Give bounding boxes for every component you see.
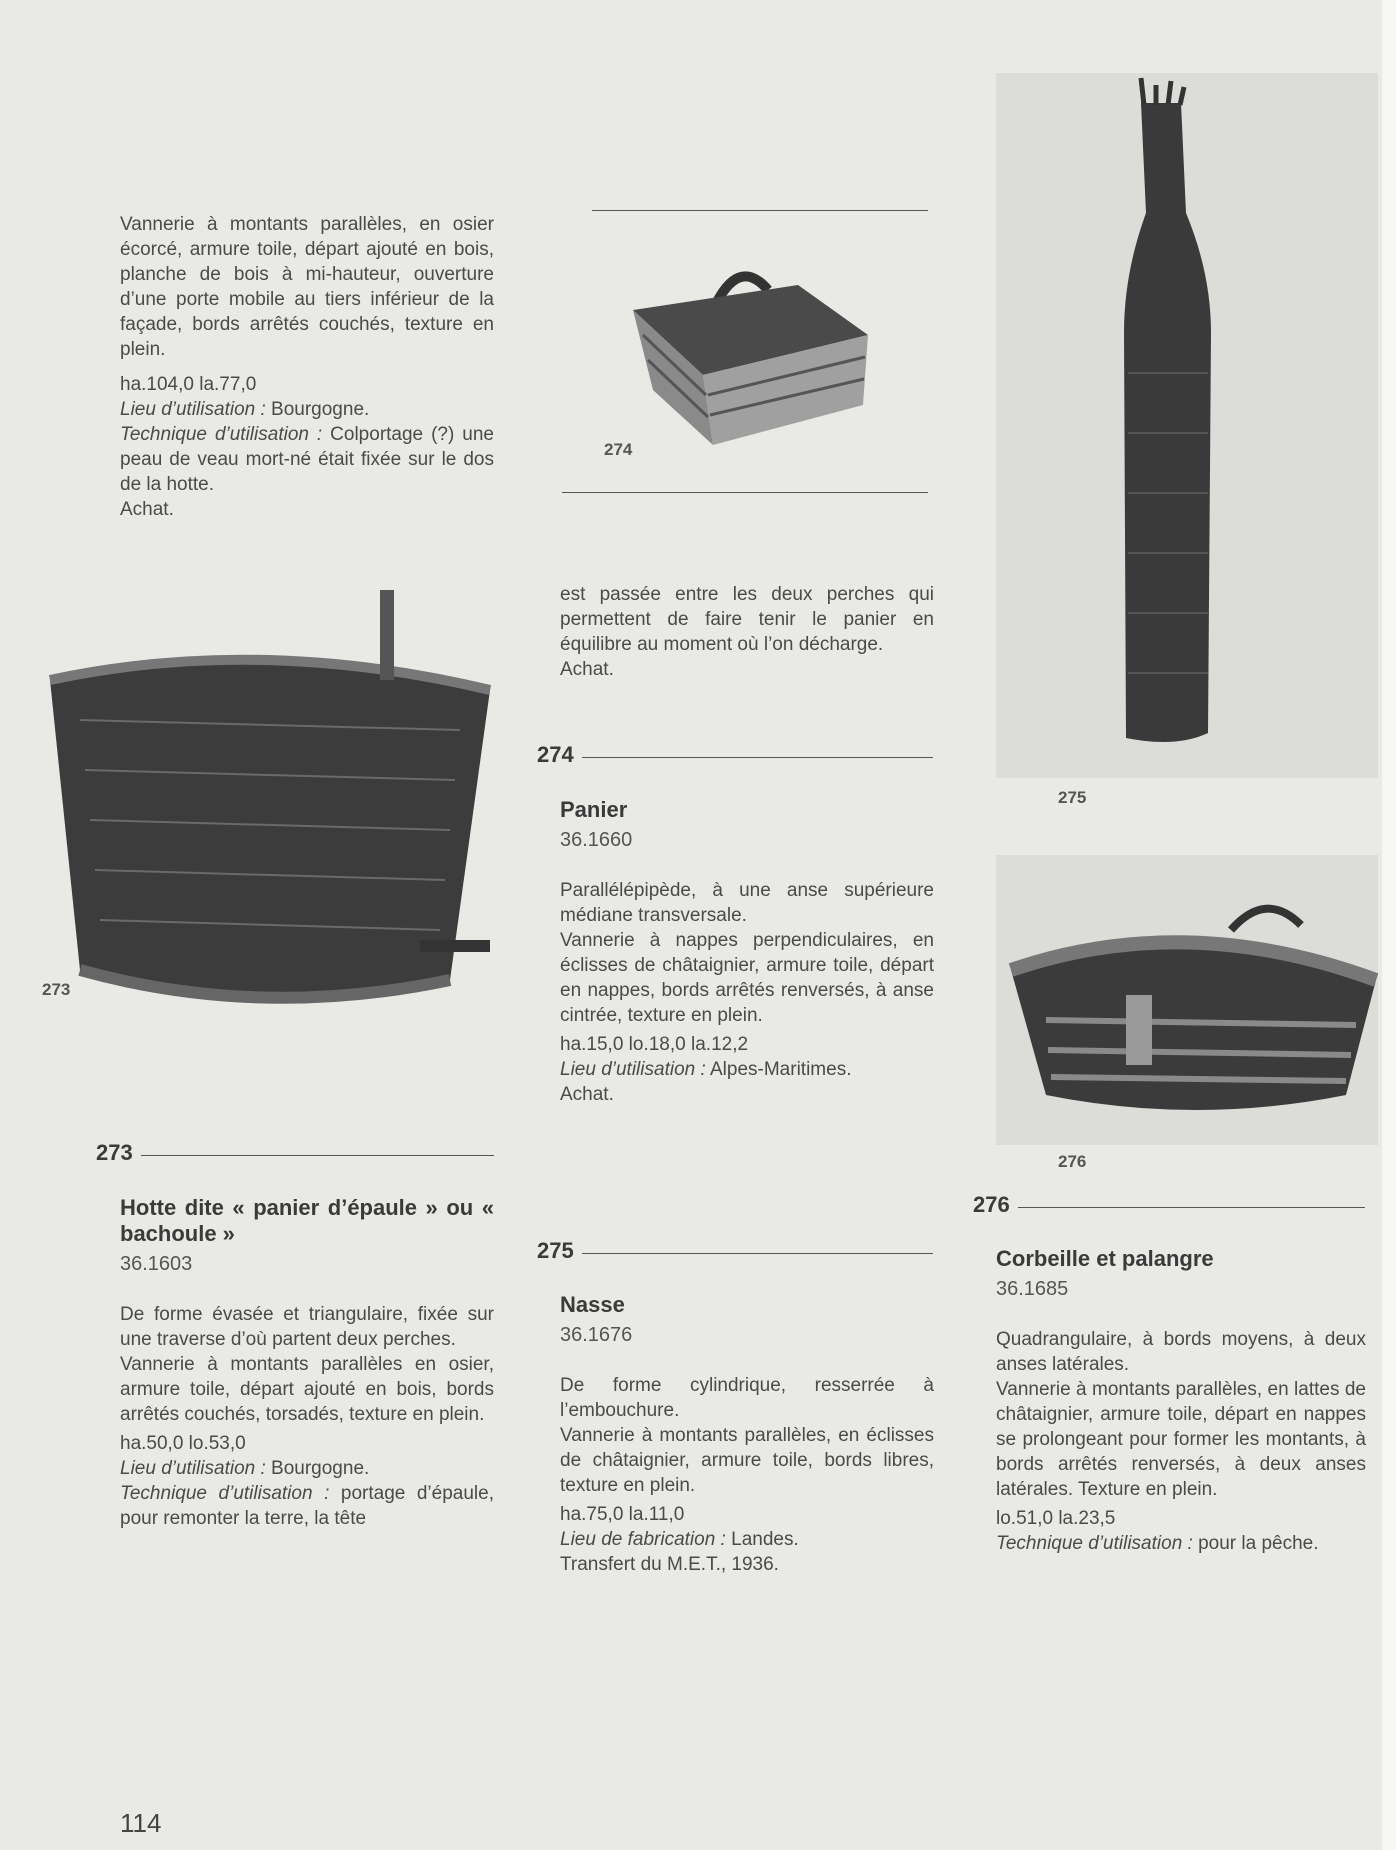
figure-label-275: 275 (1058, 788, 1087, 807)
lieu-value: Landes. (725, 1529, 799, 1550)
entry-title: Corbeille et palangre (996, 1246, 1214, 1271)
acquisition: Transfert du M.E.T., 1936. (560, 1554, 779, 1575)
dimensions: ha.75,0 la.11,0 (560, 1504, 685, 1525)
paragraph: est passée entre les deux perches qui permettent de faire tenir le panier en équilibre au moment où l’on décharge. (560, 584, 934, 655)
divider-rule (582, 1253, 933, 1254)
dimensions: ha.15,0 lo.18,0 la.12,2 (560, 1034, 749, 1055)
acquisition: Achat. (560, 1084, 614, 1105)
entry-number: 273 (96, 1140, 133, 1165)
entry-title: Hotte dite « panier d’épaule » ou « bachoule » (120, 1195, 494, 1246)
technique-line (120, 422, 494, 497)
entry-number: 274 (537, 742, 574, 767)
entry-body (120, 1302, 494, 1531)
entry-275 (560, 1292, 934, 1577)
technique-value: portage d’épaule, pour remonter la terre, la tête (120, 1483, 494, 1529)
photo-275 (996, 73, 1378, 778)
lieu-line (120, 1456, 494, 1481)
photo-276 (996, 855, 1378, 1145)
technique-line (120, 1481, 494, 1531)
technique-label: Technique d’utilisation : (996, 1533, 1193, 1554)
inventory-number: 36.1676 (560, 1324, 633, 1346)
entry-header-275 (537, 1238, 933, 1264)
entry-272-continuation (120, 212, 494, 522)
figure-label-273: 273 (42, 980, 71, 999)
dimensions: ha.50,0 lo.53,0 (120, 1433, 246, 1454)
technique-line (996, 1531, 1366, 1556)
figure-label-276: 276 (1058, 1152, 1087, 1171)
lieu-line (560, 1527, 934, 1552)
entry-title: Nasse (560, 1292, 625, 1317)
description: Quadrangulaire, à bords moyens, à deux anses latérales. (996, 1329, 1366, 1375)
lieu-label: Lieu de fabrication : (560, 1529, 726, 1550)
panier-illustration (633, 276, 868, 445)
description: Vannerie à montants parallèles en osier, armure toile, départ ajouté en bois, bords arrêtés couchés, torsadés, texture en plein. (120, 1354, 494, 1425)
technique-label: Technique d’utilisation : (120, 424, 323, 445)
description: Vannerie à montants parallèles, en éclisses de châtaignier, armure toile, bords libres, texture en plein. (560, 1425, 934, 1496)
divider-rule (562, 492, 928, 493)
lieu-value: Bourgogne. (265, 1458, 370, 1479)
page-edge (1382, 0, 1396, 1850)
divider-rule (1018, 1207, 1365, 1208)
description: Parallélépipède, à une anse supérieure médiane transversale. (560, 880, 934, 926)
entry-header-273 (96, 1140, 494, 1166)
entry-body (560, 878, 934, 1107)
entry-body (996, 1327, 1366, 1556)
description: De forme cylindrique, resserrée à l’embouchure. (560, 1375, 934, 1421)
paragraph: Vannerie à montants parallèles, en osier écorcé, armure toile, départ ajouté en bois, planche de bois à mi-hauteur, ouverture d’une porte mobile au tiers inférieur de la façade, bords arrêtés couchés, texture en plein. (120, 214, 494, 360)
dimensions: lo.51,0 la.23,5 (996, 1508, 1116, 1529)
technique-label: Technique d’utilisation : (120, 1483, 330, 1504)
photo-274 (628, 255, 878, 455)
divider-rule (582, 757, 933, 758)
entry-body (560, 1373, 934, 1577)
lieu-label: Lieu d’utilisation : (120, 399, 266, 420)
entry-276 (996, 1246, 1366, 1556)
acquisition: Achat. (120, 499, 174, 520)
description: Vannerie à nappes perpendiculaires, en éclisses de châtaignier, armure toile, départ en nappes, bords arrêtés renversés, à anse cintrée, texture en plein. (560, 930, 934, 1026)
dimensions: ha.104,0 la.77,0 (120, 374, 257, 395)
inventory-number: 36.1603 (120, 1253, 193, 1275)
entry-header-276 (973, 1192, 1365, 1218)
technique-value: pour la pêche. (1192, 1533, 1319, 1554)
entry-273 (120, 1195, 494, 1531)
inventory-number: 36.1685 (996, 1278, 1069, 1300)
page-number: 114 (120, 1808, 162, 1838)
description: De forme évasée et triangulaire, fixée sur une traverse d’où partent deux perches. (120, 1304, 494, 1350)
nasse-illustration (996, 73, 1378, 778)
lieu-line (560, 1057, 934, 1082)
entry-273-continuation (560, 582, 934, 682)
entry-number: 275 (537, 1238, 574, 1263)
entry-number: 276 (973, 1192, 1010, 1217)
photo-273 (20, 580, 500, 1010)
lieu-label: Lieu d’utilisation : (560, 1059, 706, 1080)
entry-title: Panier (560, 797, 628, 822)
figure-label-274: 274 (604, 440, 633, 459)
divider-rule (592, 210, 928, 211)
divider-rule (141, 1155, 494, 1156)
entry-274 (560, 797, 934, 1107)
lieu-value: Bourgogne. (265, 399, 370, 420)
lieu-value: Alpes-Maritimes. (705, 1059, 852, 1080)
description: Vannerie à montants parallèles, en lattes de châtaignier, armure toile, départ en nappes se prolongeant pour former les montants, à bords arrêtés renversés, à deux anses latérales. Texture en plein. (996, 1379, 1366, 1500)
lieu-label: Lieu d’utilisation : (120, 1458, 266, 1479)
lieu-line (120, 397, 494, 422)
entry-header-274 (537, 742, 933, 768)
corbeille-illustration (996, 855, 1378, 1145)
acquisition: Achat. (560, 659, 614, 680)
inventory-number: 36.1660 (560, 829, 633, 851)
technique-value: Colportage (?) une peau de veau mort-né était fixée sur le dos de la hotte. (120, 424, 494, 495)
